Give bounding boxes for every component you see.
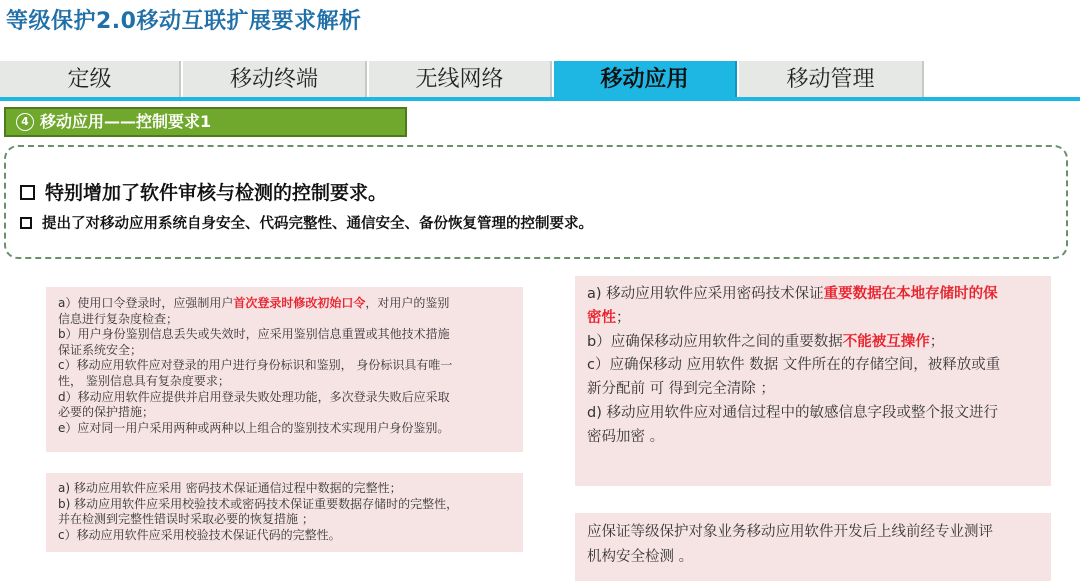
highlight-text: 重要数据在本地存储时的保	[823, 286, 998, 302]
panel-line: a) 移动应用软件应采用 密码技术保证通信过程中数据的完整性；	[58, 481, 402, 495]
integrity-requirements-panel	[46, 473, 523, 552]
auth-requirements-panel	[46, 287, 523, 452]
panel-line: d）移动应用软件应提供并启用登录失败处理功能，多次登录失败后应采取	[58, 389, 450, 404]
panel-line: d) 移动应用软件应对通信过程中的敏感信息字段或整个报文进行	[587, 404, 998, 421]
panel-line: c）应确保移动 应用软件 数据 文件所在的存储空间，被释放或重	[587, 357, 1001, 374]
panel-line: 新分配前 可 得到完全清除 ；	[587, 381, 775, 398]
summary-bullet	[20, 212, 593, 233]
panel-line: 保证系统安全；	[58, 342, 143, 357]
confidentiality-requirements-panel	[575, 276, 1051, 486]
panel-line: 信息进行复杂度检查；	[58, 311, 179, 326]
page-title: 等级保护2.0移动互联扩展要求解析	[6, 9, 362, 34]
tab-wireless-network[interactable]: 无线网络	[369, 61, 552, 97]
panel-line: b）用户身份鉴别信息丢失或失效时，应采用鉴别信息重置或其他技术措施	[58, 327, 450, 342]
panel-line: 密性；	[587, 309, 631, 326]
panel-line: b) 移动应用软件应采用校验技术或密码技术保证重要数据存储时的完整性，	[58, 496, 459, 511]
panel-line: 并在检测到完整性错误时采取必要的恢复措施 ；	[58, 512, 314, 526]
tab-mobile-management[interactable]: 移动管理	[739, 61, 924, 97]
section-label: 移动应用——控制要求1	[40, 112, 212, 131]
square-bullet-icon	[20, 185, 35, 200]
summary-bullet	[20, 178, 387, 205]
highlight-text: 首次登录时修改初始口令	[233, 296, 366, 310]
panel-line: e）应对同一用户采用两种或两种以上组合的鉴别技术实现用户身份鉴别。	[58, 420, 450, 435]
panel-line: 必要的保护措施；	[58, 405, 155, 420]
tab-mobile-terminal[interactable]: 移动终端	[183, 61, 367, 97]
summary-bullet-text: 提出了对移动应用系统自身安全、代码完整性、通信安全、备份恢复管理的控制要求。	[42, 216, 593, 232]
summary-bullet-text: 特别增加了软件审核与检测的控制要求。	[45, 182, 388, 204]
tab-mobile-app[interactable]: 移动应用	[554, 61, 737, 97]
square-bullet-icon	[20, 217, 32, 229]
panel-line: c）移动应用软件应采用校验技术保证代码的完整性。	[58, 527, 341, 542]
section-header	[4, 107, 407, 137]
panel-line: c）移动应用软件应对登录的用户进行身份标识和鉴别， 身份标识具有唯一	[58, 358, 453, 373]
highlight-text: 密性	[587, 309, 616, 326]
panel-line: 机构安全检测 。	[587, 549, 694, 565]
panel-line: 密码加密 。	[587, 428, 665, 445]
tab-grading[interactable]: 定级	[0, 61, 181, 97]
section-number: 4	[16, 113, 34, 131]
panel-line: a) 移动应用软件应采用密码技术保证重要数据在本地存储时的保	[587, 286, 998, 302]
panel-line: 应保证等级保护对象业务移动应用软件开发后上线前经专业测评	[587, 524, 993, 540]
highlight-text: 不能被互操作	[842, 333, 930, 350]
security-testing-panel	[575, 513, 1051, 581]
panel-line: a）使用口令登录时，应强制用户首次登录时修改初始口令，对用户的鉴别	[58, 296, 450, 310]
panel-line: b）应确保移动应用软件之间的重要数据不能被互操作；	[587, 333, 945, 350]
tabs-underline	[0, 97, 1080, 101]
panel-line: 性， 鉴别信息具有复杂度要求；	[58, 373, 230, 388]
